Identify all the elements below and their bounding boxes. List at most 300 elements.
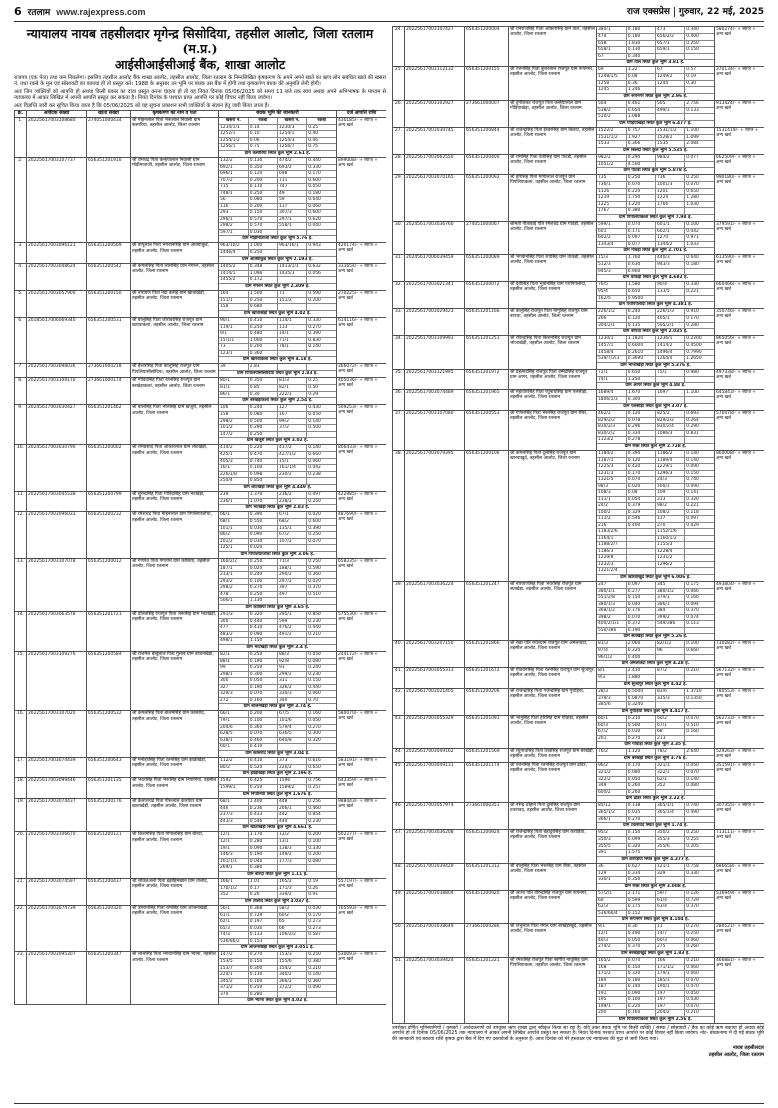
khasra-number: 67 [656,67,685,74]
land-area: 0.270 [307,724,336,731]
row-amount: 502277/- + ब्याज + अन्य खर्च [337,832,387,879]
khasra-number: 1414/1 [219,270,248,277]
khasra-number: 335/3 [656,695,685,702]
land-total: ग्राम नेगरुन स्थित कुल भूमि 2.309 हे. [245,283,310,289]
row-farmer-name: श्री मोहनलाल पिता भेरूलाल निवासी ग्राम कंसारिया, तहसील आलोट, जिला रतलाम [131,117,219,157]
khasra-number: 1264/4 [656,356,685,363]
row-amount: 366072/- + ब्याज + अन्य खर्च [337,364,387,378]
khasra-number: 1321/5 [597,477,626,484]
row-application-number: 20225617003108680 [27,117,87,157]
table-row [393,369,765,390]
land-total-row [597,60,714,67]
land-total: ग्राम खारवाखुर्द स्थित कुल भूमि 6.006 हे. [620,574,691,580]
table-row [393,749,765,763]
land-area: 0.070 [307,538,336,545]
land-area: 0.368 [248,906,277,913]
khasra-number: 62/3 [597,904,626,911]
khasra-number: 106/2/2 [278,932,307,939]
row-serial: 49. [393,890,405,924]
land-area: 0.060 [307,203,336,210]
table-row [393,830,765,864]
land-area: 0.50 [307,385,336,392]
row-land-details [219,878,337,905]
land-total-row [219,371,336,378]
land-area: 0.14 [248,124,277,131]
land-area: 0.29 [307,391,336,398]
khasra-number: 216 [597,522,626,529]
row-account-number: 656351200844 [465,127,509,154]
khasra-number: 379/1 [656,595,685,602]
row-farmer-name: श्री लालसिंह पिता भगवानसिंह ग्राम भ्याना, तहसील आलोट, जिला रतलाम [131,952,219,1005]
khasra-number: 1051/2 [597,161,626,168]
row-land-details [597,175,715,222]
khasra-number: 199/1 [597,1003,626,1010]
land-total: ग्राम रींछा स्थित कुल भूमि 2.728 हे. [624,443,687,449]
khasra-number: 187 [597,984,626,991]
khasra-number: 1236/1 [656,336,685,343]
row-amount: 780553/- + ब्याज + अन्य खर्च [715,688,765,715]
row-account-number: 656351200320 [87,905,131,952]
land-area: 0.120 [626,316,655,323]
row-application-number: 20225617003107737 [27,157,87,243]
land-total-row [597,1016,714,1023]
land-area: 0.590 [307,565,336,572]
row-farmer-name: श्री उमरावसिंह पिता रामसिंह ग्राम आंजनाखेड़ी, तहसील आलोट, जिला रतलाम [131,905,219,952]
khasra-number: 12/1 [219,832,248,839]
land-area: 0.550 [248,519,277,526]
khasra-number: 119/1 [219,324,248,331]
land-area: 0.210 [685,668,714,675]
khasra-number: 1086/3 [656,430,685,437]
row-application-number: 20225617003074739 [27,905,87,952]
land-area: 0.273 [307,925,336,932]
land-area: 0.830 [307,337,336,344]
land-subgrid [597,222,714,255]
khasra-number: 39 [219,364,248,371]
land-area: 0.256 [307,799,336,806]
left-column [14,26,386,1066]
khasra-number: 86/1 [219,391,248,398]
row-amount: 899008/- + ब्याज + अन्य खर्च [337,157,387,243]
khasra-number: 96/1/2 [597,654,626,661]
khasra-number: 133/5 [656,289,685,296]
row-land-details [597,410,715,450]
land-area: 0.070 [626,958,655,965]
land-area: 0.25 [307,378,336,385]
land-area: 0.370 [307,585,336,592]
khasra-number: 476/2 [278,625,307,632]
land-area: 0.30 [626,924,655,931]
notice-body [14,75,386,110]
khasra-number: 1254/3 [278,137,307,144]
khasra-number: 442 [278,812,307,819]
land-total-row [597,634,714,641]
khasra-number: 82/1 [278,385,307,392]
land-total: ग्राम बिलदा स्थित कुल भूमि 5.535 हे. [623,147,688,153]
table-row [393,100,765,127]
land-subgrid [597,582,714,641]
table-row [393,641,765,668]
table-row [393,863,765,890]
khasra-number: 1160/1/2 [656,535,685,542]
row-serial: 36. [393,390,405,411]
row-amount: 583191/- + ब्याज + अन्य खर्च [337,757,387,778]
khasra-number: 299/2 [278,671,307,678]
land-area: 0.070 [626,477,655,484]
khasra-number: 74/1 [597,376,626,383]
row-amount: 575530/- + ब्याज + अन्य खर्च [337,611,387,651]
row-account-number: 656351201312 [465,863,509,890]
row-amount: 487690/- + ब्याज + अन्य खर्च [337,512,387,559]
khasra-number: 366/2 [278,978,307,985]
table-row [15,798,387,832]
khasra-number: 11 [656,924,685,931]
row-land-details [597,763,715,803]
row-application-number: 20225617003079395 [405,450,465,581]
land-area: 0.390 [307,331,336,338]
land-area: 0.372 [626,621,655,628]
row-amount: 331654/- + ब्याज + अन्य खर्च [337,263,387,290]
land-subgrid [597,451,714,581]
khasra-number: 13/2 [278,832,307,839]
row-account-number: 656351201866 [465,641,509,668]
land-area: 0.020 [307,578,336,585]
land-area: 0.380 [307,959,336,966]
khasra-number: 63/4 [656,904,685,911]
land-area: 0.693 [685,411,714,418]
land-subgrid [219,952,336,1004]
row-serial: 32. [393,282,405,309]
land-subgrid [597,390,714,410]
khasra-number: 640/8 [278,737,307,744]
land-area: 0.180 [626,27,655,34]
khasra-number: 352 [219,892,248,899]
land-area: 0.250 [248,297,277,304]
land-area: 0.150 [626,830,655,837]
land-total: ग्राम पिपलियाकला स्थित कुल भूमि 7.98 हे. [619,214,692,220]
row-application-number: 20225617003096121 [27,243,87,264]
row-application-number: 20225617003049162 [405,749,465,763]
khasra-number: 1186/3 [597,548,626,555]
row-farmer-name: श्री रामसिंह पिता देवीसिंह ग्राम पाटडी, तहसील आलोट, जिला रतलाम [509,154,597,175]
land-area: 0.17 [248,885,277,892]
row-farmer-name: श्री भरतसिंह पिता भेरूसिंह ग्राम निपानिया, तहसील आलोट, जिला रतलाम [131,778,219,799]
khasra-number: 300 [219,678,248,685]
land-total-row [597,823,714,830]
row-farmer-name: श्री राजेन्द्रसिंह पिता गजेन्द्रसिंह ग्राम गुराड़िया, तहसील आलोट, जिला रतलाम [509,688,597,715]
khasra-number: 291/3 [219,612,248,619]
khasra-number: 747 [278,184,307,191]
land-area: 0.150 [685,470,714,477]
land-total-row [219,150,336,157]
khasra-number: 1244 [656,80,685,87]
row-amount: 530093/- + ब्याज + अन्य खर्च [337,952,387,1005]
khasra-number: 321/2 [597,770,626,777]
land-area: 1.096 [248,270,277,277]
land-subgrid [219,291,336,317]
land-subgrid [597,411,714,450]
notice-paragraph: राजपत्र (एक पेज) तथा कम निकलेगा। इसलिए तहसील आलोट बैंक शाखा आलोट, तहसील आलोट, जिला रतलाम के निम्नलिखित कृषकगण के अपने अपने खाते का ऋण लोन सबंधित खाते की खसरा नं. तथा रकबे के मूल एवं सोसायटी का बकाया हो तो प्रस्तुत करे। 1988 के अनुसार उन भूमि पर बंधक उस बैंक में होगी तथा कृषकगण बंधक की अनुमति लेनी होगी। [14,74,386,88]
table-row [15,832,387,879]
land-area: 0.57 [685,67,714,74]
khasra-number: 1234/1/1 [219,124,248,131]
row-serial: 7. [15,364,27,378]
land-total-row [597,742,714,749]
khasra-number: 602/2 [597,235,626,242]
land-subgrid [219,445,336,491]
row-serial: 3. [15,243,27,264]
table-row [15,364,387,378]
khasra-number: 154/2 [278,965,307,972]
land-area: 0.240 [248,405,277,412]
land-area: 2.060 [626,641,655,648]
land-area: 0.175 [685,582,714,589]
row-application-number: 20225617003038649 [405,924,465,958]
khasra-number: 477 [219,625,248,632]
land-subgrid [597,803,714,829]
khasra-number: 1164/1 [597,535,626,542]
land-area: 0.380 [626,208,655,215]
land-area: 0.250 [248,785,277,792]
khasra-number: 67/1 [278,512,307,519]
khasra-number: 113 [278,324,307,331]
row-account-number: 656351200176 [87,798,131,832]
land-total-row [597,403,714,410]
khasra-number: 65 [278,919,307,926]
khasra-number: 483/2 [219,631,248,638]
land-total-row [219,357,336,364]
khasra-number: 311 [278,678,307,685]
loan-table-left [14,110,386,1005]
khasra-number: 153/7 [219,965,248,972]
land-area: 0.370 [685,904,714,911]
khasra-number: 98/3 [597,483,626,490]
khasra-number: 92/8 [278,658,307,665]
row-land-details [219,905,337,952]
row-land-details [219,157,337,243]
land-area: 0.320 [685,496,714,503]
website-link[interactable]: www.rajexpress.com [56,7,146,18]
khasra-number: 101/2 [219,538,248,545]
khasra-number: 1533 [597,141,626,148]
land-area: 0.200 [248,344,277,351]
khasra-number: 12/1 [219,839,248,846]
land-area: 0.650 [307,764,336,771]
land-area: 0.054 [626,496,655,503]
land-area: 0.490 [626,931,655,938]
row-amount: 913424/- + ब्याज + अन्य खर्च [715,100,765,127]
khasra-number: 1152/1/6 [656,529,685,536]
khasra-number: 149/2 [278,852,307,859]
land-total-row [597,681,714,688]
land-area: 0.090 [248,845,277,852]
land-area: 0.400 [626,522,655,529]
row-application-number: 20225617003038804 [405,890,465,924]
khasra-number: 197 [656,1003,685,1010]
land-area: 0.19 [307,879,336,886]
land-total: ग्राम खाताखेड़ी स्थित कुल भूमि 4.02 हे. [244,310,311,316]
khasra-number: 37/2 [278,425,307,432]
row-application-number: 20245617003030427 [27,405,87,445]
khasra-number: 69 [597,67,626,74]
khasra-number: 68/1 [219,519,248,526]
khasra-number: 166 [656,958,685,965]
row-amount: 351591/- + ब्याज + अन्य खर्च [715,763,765,803]
land-area: 0.120 [626,411,655,418]
row-account-number: 656351200155 [465,67,509,101]
khasra-number: 425/1 [219,452,248,459]
land-area: 0.75 [307,144,336,151]
row-amount: 730282/- + ब्याज + अन्य खर्च [715,641,765,668]
khasra-number: 329/3 [219,691,248,698]
row-serial: 6. [15,317,27,364]
khasra-number: 66/1 [219,512,248,519]
khasra-number: 427/1/2 [278,452,307,459]
page-header [14,6,764,22]
row-account-number: 656351201569 [465,749,509,763]
row-serial: 11. [15,491,27,512]
row-farmer-name: श्री गोविंदसिंह पिता रतनसिंह राजपूत ग्राम बरखेड़ाकलां, तहसील आलोट, जिला रतलाम [131,378,219,405]
table-body-right [393,27,765,1024]
land-area: 0.118 [685,509,714,516]
land-area: 0.040 [626,601,655,608]
land-total: ग्राम बरखेड़ाखुर्द स्थित कुल भूमि 1.83 हे. [621,950,690,956]
land-area: 0.220 [248,445,277,452]
khasra-number: 1188/2/7 [597,542,626,549]
land-area: 0.090 [248,631,277,638]
land-total-row [597,120,714,127]
table-row [15,757,387,778]
table-row [393,127,765,154]
khasra-number: 121/1 [656,864,685,871]
row-land-details [219,798,337,832]
row-amount: 509253/- + ब्याज + अन्य खर्च [337,405,387,445]
row-amount: 614116/- + ब्याज + अन्य खर्च [337,317,387,364]
row-account-number: 656351201251 [465,336,509,370]
row-serial: 9. [15,405,27,445]
row-application-number: 20225617003049131 [405,763,465,803]
row-serial: 34. [393,336,405,370]
land-area: 0.250 [685,931,714,938]
khasra-number: 68/1 [219,799,248,806]
land-total: ग्राम टकरावद स्थित कुल भूमि 1.74 हे. [623,823,688,828]
khasra-number: 326/2 [278,684,307,691]
khasra-number: 36 [597,864,626,871]
land-area: 0.230 [307,671,336,678]
khasra-number: 167 [278,412,307,419]
land-area: 0.70 [307,697,336,704]
khasra-number: 329 [656,870,685,877]
row-account-number: 656351200012 [87,558,131,611]
land-area: 0.050 [307,412,336,419]
row-amount: 244172/- + ब्याज + अन्य खर्च [337,651,387,711]
khasra-number: 71/3 [278,559,307,566]
land-area: 0.627 [626,864,655,871]
khasra-number: 24/3 [656,477,685,484]
land-area: 0.300 [248,965,277,972]
col-header-sn: क्र. [15,111,27,118]
khasra-number: 9/1 [597,924,626,931]
khasra-number: 372/2 [278,985,307,992]
table-row [393,336,765,370]
khasra-number: 1229/1 [656,464,685,471]
row-land-details [219,290,337,317]
land-area: 0.740 [248,458,277,465]
khasra-number: 322/1 [656,770,685,777]
row-amount: 422985/- + ब्याज + अन्य खर्च [337,491,387,512]
land-area: 1.927 [626,134,655,141]
khasra-number: 405/1 [656,316,685,323]
land-area: 0.340 [626,53,655,60]
land-total-row [219,998,336,1005]
khasra-number: 982/2 [597,155,626,162]
row-land-details [219,117,337,157]
land-area: 0.150 [685,47,714,54]
land-total-row [219,898,336,905]
land-total-row [597,383,714,390]
land-area: 0.070 [626,222,655,229]
khasra-number: 95/4 [597,289,626,296]
khasra-number: 108/3 [597,490,626,497]
land-area: 2.640 [685,749,714,756]
khasra-number: 170/1/2 [219,885,248,892]
land-area: 0.080 [685,783,714,790]
khasra-number: 8/1 [597,668,626,675]
row-application-number: 20225617003095307 [27,952,87,1005]
khasra-number: 81/1 [219,385,248,392]
land-total: ग्राम अमलावदा स्थित कुल भूमि 4.28 हे. [621,661,690,666]
col-header-land: बंधक भूमि की जानकारी [219,111,337,118]
land-area: 1.580 [626,282,655,289]
land-subgrid [597,175,714,221]
khasra-number: 40/3 [597,937,626,944]
khasra-number: 1258 [597,80,626,87]
row-land-details [597,641,715,668]
khasra-number: 184 [597,977,626,984]
land-area: 0.020 [626,483,655,490]
land-subgrid [219,318,336,364]
khasra-number: 735 [597,175,626,182]
row-amount: 280521/- + ब्याज + अन्य खर्च [715,924,765,958]
row-application-number: 20225617003057900 [27,290,87,317]
land-area: 0.650 [626,289,655,296]
khasra-number: 1248/1/5 [597,74,626,81]
land-subgrid [219,512,336,558]
land-area: 0.334 [626,430,655,437]
land-area: 0.120 [626,457,655,464]
row-account-number: 656351200542 [87,263,131,290]
land-total-row [597,248,714,255]
land-area: 0.1350 [685,695,714,702]
khasra-number: 190/1 [656,984,685,991]
land-area: 0.170 [626,470,655,477]
row-serial: 12. [15,512,27,559]
khasra-number: 83/6 [656,689,685,696]
land-area: 0.100 [307,839,336,846]
row-serial: 2. [15,157,27,243]
khasra-number: 101/6 [278,718,307,725]
khasra-number: 1455/2 [219,277,248,284]
land-area: 0.200 [248,203,277,210]
land-subgrid [219,364,336,377]
land-area: 0.250 [307,559,336,566]
khasra-number: 1457/1 [597,343,626,350]
row-farmer-name: श्रीमती गीताबाई पति रमेशचंद्र ग्राम गांवड़ी, तहसील आलोट, जिला रतलाम [509,221,597,255]
land-area: 0.300 [307,731,336,738]
row-farmer-name: श्री भगवानसिंह पिता रायसिंह ग्राम धाकड़ी, तहसील आलोट, जिला रतलाम [509,255,597,282]
row-farmer-name: श्री आशा पति वीरेन्द्रसिंह राजपूत ग्राम रूपनगर, तहसील आलोट, जिला रतलाम [509,890,597,924]
table-row [15,952,387,1005]
